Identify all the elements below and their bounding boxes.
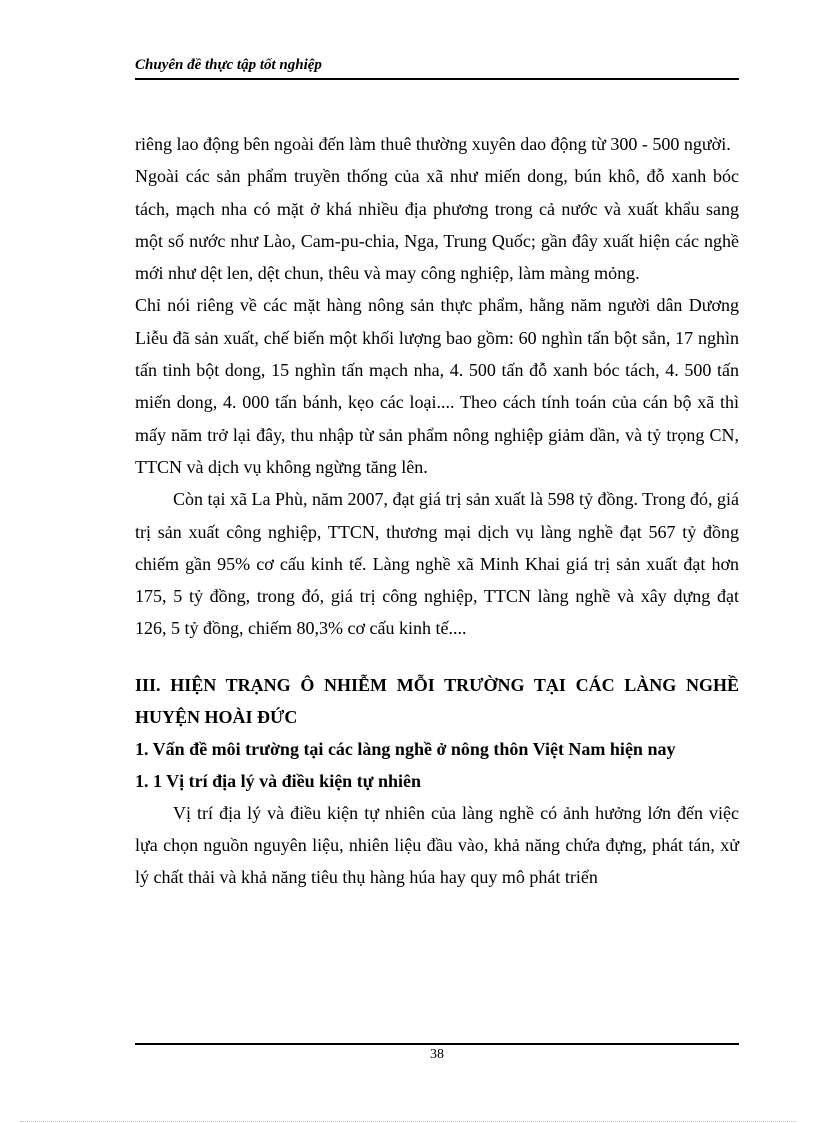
paragraph-products: Ngoài các sản phẩm truyền thống của xã như miến dong, bún khô, đỗ xanh bóc tách, mạch nha có mặt ở khá nhiều địa phương trong cả nước và xuất khẩu sang một số nước như Lào, Cam-pu-chia, Nga, Trung Quốc; gần đây xuất hiện các nghề mới như dệt len, dệt chun, thêu và may công nghiệp, làm màng mỏng.: [135, 166, 739, 284]
paragraph-la-phu: Còn tại xã La Phù, năm 2007, đạt giá trị sản xuất là 598 tỷ đồng. Trong đó, giá trị sản xuất công nghiệp, TTCN, thương mại dịch vụ làng nghề đạt 567 tỷ đồng chiếm gần 95% cơ cấu kinh tế. Làng nghề xã Minh Khai giá trị sản xuất đạt hơn 175, 5 tỷ đồng, trong đó, giá trị công nghiệp, TTCN làng nghề và xây dựng đạt 126, 5 tỷ đồng, chiếm 80,3% cơ cấu kinh tế....: [135, 489, 739, 639]
page-body: [135, 128, 739, 894]
paragraph-duong-lieu: Chỉ nói riêng về các mặt hàng nông sản thực phẩm, hằng năm người dân Dương Liễu đã sản xuất, chế biến một khối lượng bao gồm: 60 nghìn tấn bột sắn, 17 nghìn tấn tinh bột dong, 15 nghìn tấn mạch nha, 4. 500 tấn đỗ xanh bóc tách, 4. 500 tấn miến dong, 4. 000 tấn bánh, kẹo các loại.... Theo cách tính toán của cán bộ xã thì mấy năm trở lại đây, thu nhập từ sản phẩm nông nghiệp giảm dần, và tỷ trọng CN, TTCN và dịch vụ không ngừng tăng lên.: [135, 295, 739, 477]
page-edge-divider: [20, 1121, 796, 1122]
paragraph-continuation: riêng lao động bên ngoài đến làm thuê thường xuyên dao động từ 300 - 500 người.: [135, 134, 731, 154]
subheading-geography: 1. 1 Vị trí địa lý và điều kiện tự nhiên: [135, 770, 422, 791]
page-header: [135, 52, 739, 80]
page-footer: [135, 1043, 739, 1065]
page-number: 38: [430, 1047, 444, 1062]
spacer: [135, 645, 739, 669]
paragraph-geography: Vị trí địa lý và điều kiện tự nhiên của làng nghề có ảnh hưởng lớn đến việc lựa chọn nguồn nguyên liệu, nhiên liệu đầu vào, khả năng chứa đựng, phát tán, xử lý chất thải và khả năng tiêu thụ hàng húa hay quy mô phát triển: [135, 802, 739, 888]
subheading-environment-issues: 1. Vấn đề môi trường tại các làng nghề ở nông thôn Việt Nam hiện nay: [135, 738, 676, 759]
section-heading: III. HIỆN TRẠNG Ô NHIỄM MỖI TRƯỜNG TẠI CÁC LÀNG NGHỀ HUYỆN HOÀI ĐỨC: [135, 674, 739, 727]
header-title: Chuyên đề thực tập tốt nghiệp: [135, 57, 322, 73]
